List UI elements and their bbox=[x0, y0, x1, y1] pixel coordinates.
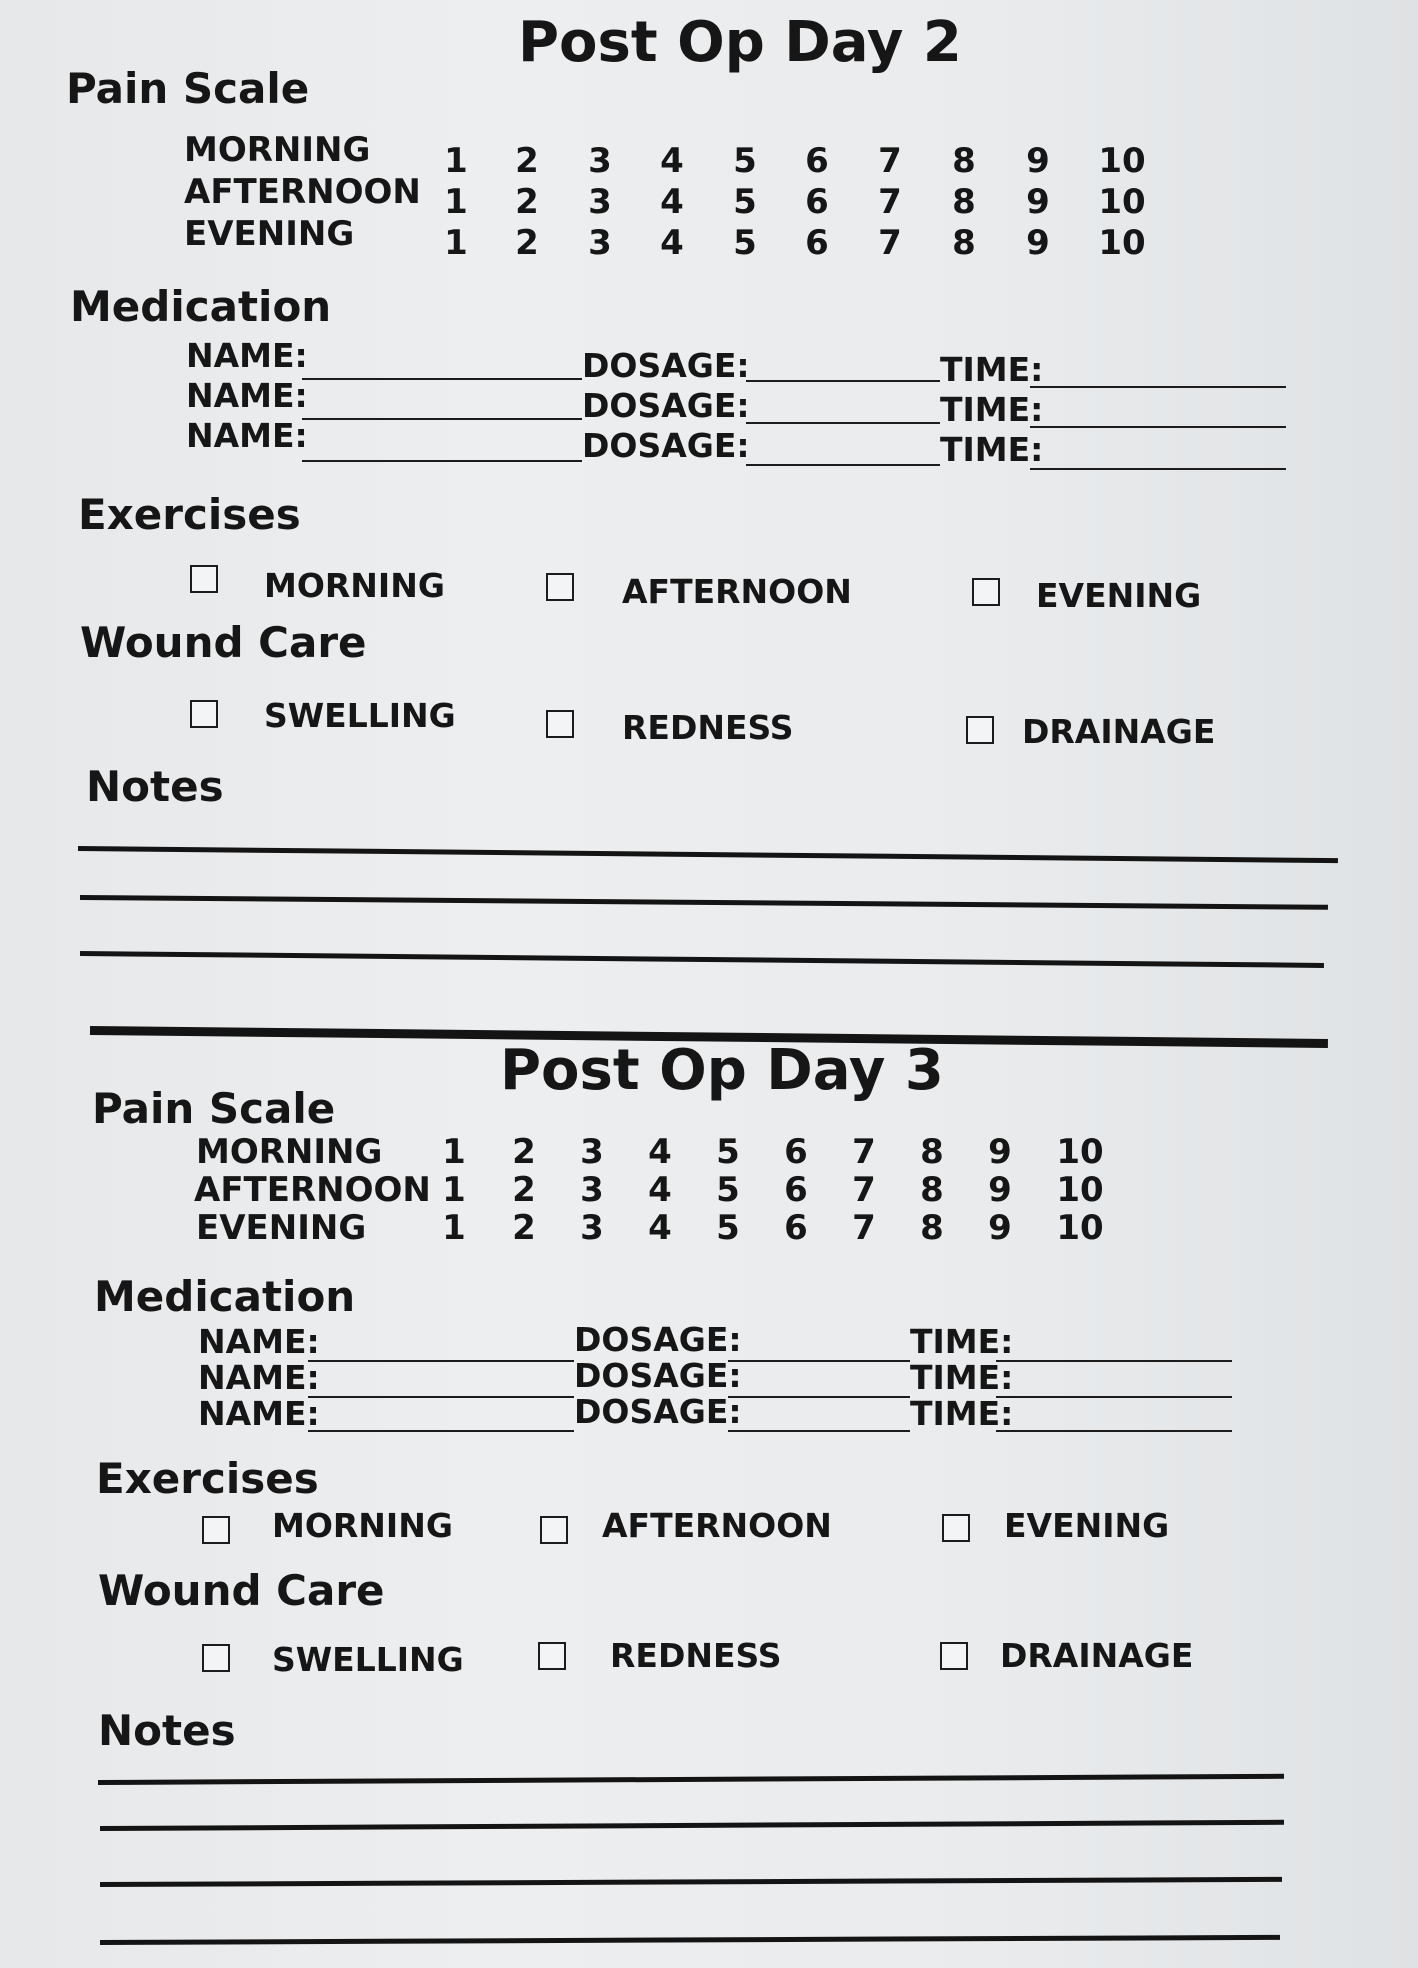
day-3-med-time-label-1: TIME: bbox=[910, 1322, 1014, 1361]
day-2-wound-swelling-checkbox[interactable] bbox=[190, 700, 218, 728]
day-3-exercise-afternoon-label: AFTERNOON bbox=[602, 1506, 832, 1545]
day-3-med-dosage-label-2: DOSAGE: bbox=[574, 1356, 742, 1395]
day-2-exercises-heading: Exercises bbox=[78, 490, 301, 539]
day-2-pain-afternoon-option-4[interactable]: 4 bbox=[660, 182, 684, 222]
day-3-wound-redness-label: REDNESS bbox=[610, 1636, 782, 1675]
day-3-title: Post Op Day 3 bbox=[500, 1038, 944, 1103]
day-2-pain-afternoon-option-5[interactable]: 5 bbox=[733, 182, 757, 222]
day-3-pain-evening-option-6[interactable]: 6 bbox=[784, 1208, 808, 1248]
day-3-notes-line-3[interactable] bbox=[100, 1877, 1282, 1887]
day-2-notes-line-3[interactable] bbox=[80, 951, 1324, 968]
day-3-pain-morning-option-4[interactable]: 4 bbox=[648, 1132, 672, 1172]
day-2-exercise-afternoon-label: AFTERNOON bbox=[622, 572, 852, 611]
day-2-notes-line-1[interactable] bbox=[78, 846, 1338, 863]
day-3-pain-row-label-evening: EVENING bbox=[196, 1208, 367, 1248]
day-2-med-dosage-label-1: DOSAGE: bbox=[582, 346, 750, 385]
day-3-notes-line-4[interactable] bbox=[100, 1935, 1280, 1945]
day-3-pain-morning-option-7[interactable]: 7 bbox=[852, 1132, 876, 1172]
day-3-pain-evening-option-7[interactable]: 7 bbox=[852, 1208, 876, 1248]
day-2-pain-evening-option-3[interactable]: 3 bbox=[588, 223, 612, 263]
day-2-wound-care-heading: Wound Care bbox=[80, 618, 367, 667]
day-3-med-time-field-3[interactable] bbox=[996, 1430, 1232, 1432]
day-3-wound-redness-checkbox[interactable] bbox=[538, 1642, 566, 1670]
day-2-pain-afternoon-option-2[interactable]: 2 bbox=[515, 182, 539, 222]
day-2-pain-morning-option-3[interactable]: 3 bbox=[588, 141, 612, 181]
day-3-exercise-morning-label: MORNING bbox=[272, 1506, 453, 1545]
day-2-pain-evening-option-1[interactable]: 1 bbox=[444, 223, 468, 263]
day-2-med-time-label-3: TIME: bbox=[940, 430, 1044, 469]
day-3-pain-afternoon-option-1[interactable]: 1 bbox=[442, 1170, 466, 1210]
day-3-pain-evening-option-4[interactable]: 4 bbox=[648, 1208, 672, 1248]
day-2-med-time-field-1[interactable] bbox=[1030, 386, 1286, 388]
day-2-pain-evening-option-4[interactable]: 4 bbox=[660, 223, 684, 263]
day-2-med-dosage-field-1[interactable] bbox=[746, 380, 940, 382]
day-2-wound-redness-checkbox[interactable] bbox=[546, 710, 574, 738]
day-3-medication-heading: Medication bbox=[94, 1272, 356, 1321]
day-2-pain-evening-option-10[interactable]: 10 bbox=[1098, 223, 1146, 263]
day-3-pain-afternoon-option-9[interactable]: 9 bbox=[988, 1170, 1012, 1210]
day-2-title: Post Op Day 2 bbox=[518, 10, 962, 75]
day-2-pain-morning-option-7[interactable]: 7 bbox=[878, 141, 902, 181]
day-2-pain-row-label-afternoon: AFTERNOON bbox=[184, 172, 421, 212]
day-3-exercise-afternoon-checkbox[interactable] bbox=[540, 1516, 568, 1544]
day-3-pain-evening-option-1[interactable]: 1 bbox=[442, 1208, 466, 1248]
day-2-pain-morning-option-9[interactable]: 9 bbox=[1026, 141, 1050, 181]
day-2-pain-morning-option-10[interactable]: 10 bbox=[1098, 141, 1146, 181]
day-3-med-dosage-field-2[interactable] bbox=[728, 1396, 910, 1398]
day-3-med-name-label-3: NAME: bbox=[198, 1394, 320, 1433]
day-2-med-name-field-1[interactable] bbox=[302, 378, 582, 380]
day-2-pain-afternoon-option-3[interactable]: 3 bbox=[588, 182, 612, 222]
day-2-pain-afternoon-option-1[interactable]: 1 bbox=[444, 182, 468, 222]
day-3-pain-row-label-afternoon: AFTERNOON bbox=[194, 1170, 431, 1210]
day-3-med-time-field-2[interactable] bbox=[996, 1396, 1232, 1398]
day-3-pain-afternoon-option-5[interactable]: 5 bbox=[716, 1170, 740, 1210]
day-2-pain-morning-option-5[interactable]: 5 bbox=[733, 141, 757, 181]
day-3-med-dosage-field-3[interactable] bbox=[728, 1430, 910, 1432]
day-2-med-dosage-label-2: DOSAGE: bbox=[582, 386, 750, 425]
day-2-pain-afternoon-option-10[interactable]: 10 bbox=[1098, 182, 1146, 222]
day-3-pain-morning-option-9[interactable]: 9 bbox=[988, 1132, 1012, 1172]
day-2-wound-redness-label: REDNESS bbox=[622, 708, 794, 747]
day-2-pain-afternoon-option-9[interactable]: 9 bbox=[1026, 182, 1050, 222]
day-3-med-time-field-1[interactable] bbox=[996, 1360, 1232, 1362]
day-3-med-name-field-1[interactable] bbox=[308, 1360, 574, 1362]
day-2-med-name-field-2[interactable] bbox=[302, 418, 582, 420]
day-3-pain-afternoon-option-6[interactable]: 6 bbox=[784, 1170, 808, 1210]
day-2-pain-evening-option-9[interactable]: 9 bbox=[1026, 223, 1050, 263]
day-3-med-time-label-3: TIME: bbox=[910, 1394, 1014, 1433]
day-2-med-time-label-2: TIME: bbox=[940, 390, 1044, 429]
day-3-pain-morning-option-10[interactable]: 10 bbox=[1056, 1132, 1104, 1172]
day-3-pain-morning-option-3[interactable]: 3 bbox=[580, 1132, 604, 1172]
day-2-pain-morning-option-8[interactable]: 8 bbox=[952, 141, 976, 181]
day-2-exercise-afternoon-checkbox[interactable] bbox=[546, 573, 574, 601]
day-2-med-dosage-field-2[interactable] bbox=[746, 422, 940, 424]
day-2-med-name-label-1: NAME: bbox=[186, 336, 308, 375]
day-2-pain-scale-heading: Pain Scale bbox=[66, 64, 310, 113]
day-2-med-name-field-3[interactable] bbox=[302, 460, 582, 462]
day-2-notes-line-2[interactable] bbox=[80, 895, 1328, 910]
day-2-pain-row-label-evening: EVENING bbox=[184, 214, 355, 254]
day-3-exercises-heading: Exercises bbox=[96, 1454, 319, 1503]
day-3-pain-morning-option-8[interactable]: 8 bbox=[920, 1132, 944, 1172]
day-3-med-name-field-2[interactable] bbox=[308, 1396, 574, 1398]
day-2-med-time-field-3[interactable] bbox=[1030, 468, 1286, 470]
day-2-exercise-evening-label: EVENING bbox=[1036, 576, 1202, 615]
day-3-pain-evening-option-5[interactable]: 5 bbox=[716, 1208, 740, 1248]
day-3-pain-afternoon-option-3[interactable]: 3 bbox=[580, 1170, 604, 1210]
day-2-med-dosage-field-3[interactable] bbox=[746, 464, 940, 466]
day-2-med-time-label-1: TIME: bbox=[940, 350, 1044, 389]
day-3-pain-afternoon-option-8[interactable]: 8 bbox=[920, 1170, 944, 1210]
day-2-medication-heading: Medication bbox=[70, 282, 332, 331]
day-3-notes-line-2[interactable] bbox=[100, 1820, 1284, 1831]
day-3-notes-heading: Notes bbox=[98, 1706, 236, 1755]
day-3-pain-morning-option-5[interactable]: 5 bbox=[716, 1132, 740, 1172]
day-3-wound-drainage-checkbox[interactable] bbox=[940, 1642, 968, 1670]
day-3-pain-afternoon-option-7[interactable]: 7 bbox=[852, 1170, 876, 1210]
day-2-pain-morning-option-1[interactable]: 1 bbox=[444, 141, 468, 181]
day-3-pain-row-label-morning: MORNING bbox=[196, 1132, 383, 1172]
day-2-pain-morning-option-6[interactable]: 6 bbox=[805, 141, 829, 181]
day-3-wound-care-heading: Wound Care bbox=[98, 1566, 385, 1615]
day-3-pain-evening-option-9[interactable]: 9 bbox=[988, 1208, 1012, 1248]
day-2-pain-evening-option-2[interactable]: 2 bbox=[515, 223, 539, 263]
day-2-exercise-evening-checkbox[interactable] bbox=[972, 578, 1000, 606]
day-3-med-dosage-field-1[interactable] bbox=[728, 1360, 910, 1362]
day-3-pain-afternoon-option-10[interactable]: 10 bbox=[1056, 1170, 1104, 1210]
day-3-exercise-evening-label: EVENING bbox=[1004, 1506, 1170, 1545]
day-2-pain-afternoon-option-6[interactable]: 6 bbox=[805, 182, 829, 222]
day-2-pain-evening-option-6[interactable]: 6 bbox=[805, 223, 829, 263]
day-3-exercise-evening-checkbox[interactable] bbox=[942, 1514, 970, 1542]
day-3-pain-morning-option-1[interactable]: 1 bbox=[442, 1132, 466, 1172]
day-3-med-time-label-2: TIME: bbox=[910, 1358, 1014, 1397]
day-3-wound-swelling-checkbox[interactable] bbox=[202, 1644, 230, 1672]
day-2-pain-evening-option-7[interactable]: 7 bbox=[878, 223, 902, 263]
day-2-med-name-label-2: NAME: bbox=[186, 376, 308, 415]
day-3-med-dosage-label-1: DOSAGE: bbox=[574, 1320, 742, 1359]
day-3-pain-afternoon-option-4[interactable]: 4 bbox=[648, 1170, 672, 1210]
day-2-wound-drainage-label: DRAINAGE bbox=[1022, 712, 1216, 751]
day-2-notes-heading: Notes bbox=[86, 762, 224, 811]
day-3-med-name-label-1: NAME: bbox=[198, 1322, 320, 1361]
day-3-exercise-morning-checkbox[interactable] bbox=[202, 1516, 230, 1544]
day-2-exercise-morning-checkbox[interactable] bbox=[190, 565, 218, 593]
day-2-exercise-morning-label: MORNING bbox=[264, 566, 445, 605]
day-2-med-name-label-3: NAME: bbox=[186, 416, 308, 455]
day-3-med-name-label-2: NAME: bbox=[198, 1358, 320, 1397]
day-3-pain-evening-option-2[interactable]: 2 bbox=[512, 1208, 536, 1248]
day-3-pain-afternoon-option-2[interactable]: 2 bbox=[512, 1170, 536, 1210]
day-3-pain-evening-option-10[interactable]: 10 bbox=[1056, 1208, 1104, 1248]
day-3-pain-evening-option-8[interactable]: 8 bbox=[920, 1208, 944, 1248]
day-3-pain-evening-option-3[interactable]: 3 bbox=[580, 1208, 604, 1248]
day-3-wound-swelling-label: SWELLING bbox=[272, 1640, 464, 1679]
day-3-med-name-field-3[interactable] bbox=[308, 1430, 574, 1432]
day-2-pain-morning-option-4[interactable]: 4 bbox=[660, 141, 684, 181]
day-2-pain-row-label-morning: MORNING bbox=[184, 130, 371, 170]
day-2-pain-morning-option-2[interactable]: 2 bbox=[515, 141, 539, 181]
day-2-pain-evening-option-5[interactable]: 5 bbox=[733, 223, 757, 263]
day-3-pain-morning-option-6[interactable]: 6 bbox=[784, 1132, 808, 1172]
day-2-med-dosage-label-3: DOSAGE: bbox=[582, 426, 750, 465]
day-3-pain-scale-heading: Pain Scale bbox=[92, 1084, 336, 1133]
day-3-med-dosage-label-3: DOSAGE: bbox=[574, 1392, 742, 1431]
day-3-pain-morning-option-2[interactable]: 2 bbox=[512, 1132, 536, 1172]
day-3-wound-drainage-label: DRAINAGE bbox=[1000, 1636, 1194, 1675]
day-3-notes-line-1[interactable] bbox=[98, 1774, 1284, 1785]
day-2-wound-drainage-checkbox[interactable] bbox=[966, 716, 994, 744]
day-2-med-time-field-2[interactable] bbox=[1030, 426, 1286, 428]
day-2-wound-swelling-label: SWELLING bbox=[264, 696, 456, 735]
day-2-pain-afternoon-option-8[interactable]: 8 bbox=[952, 182, 976, 222]
day-2-pain-afternoon-option-7[interactable]: 7 bbox=[878, 182, 902, 222]
day-2-pain-evening-option-8[interactable]: 8 bbox=[952, 223, 976, 263]
